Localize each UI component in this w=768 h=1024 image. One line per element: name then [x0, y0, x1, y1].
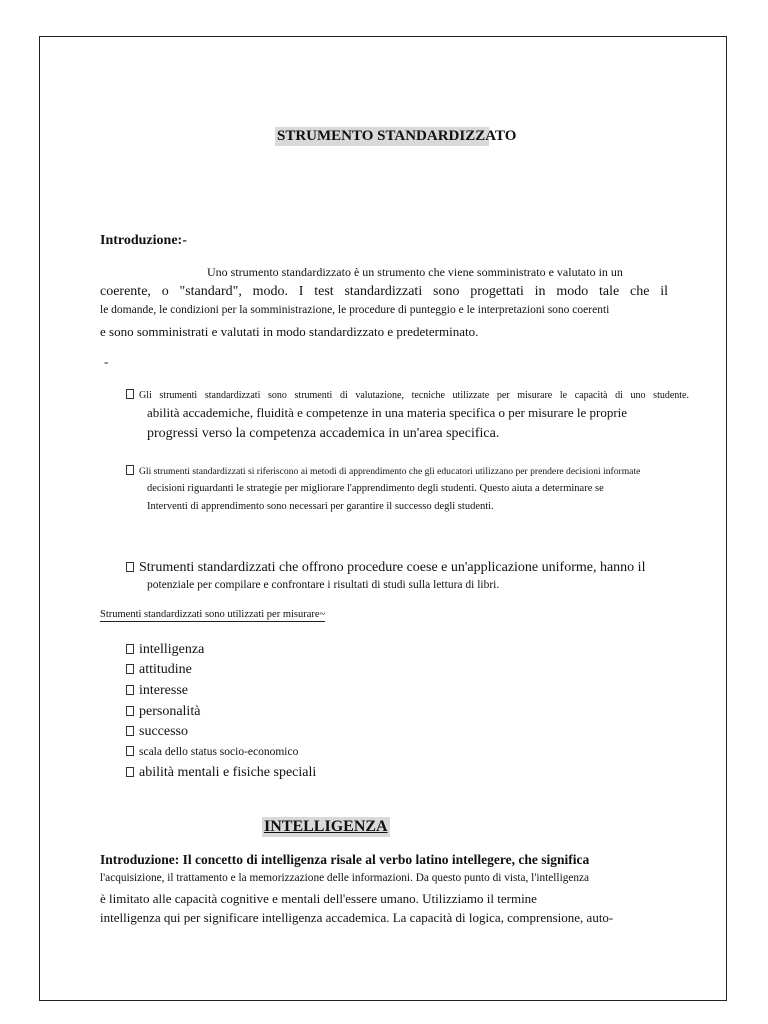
- intelligenza-line-2: l'acquisizione, il trattamento e la memorizzazione delle informazioni. Da questo punto di vista, l'intelligenza: [100, 872, 590, 884]
- bullet-2-line-1: Gli strumenti standardizzati si riferiscono ai metodi di apprendimento che gli educatori utilizzano per prendere decisioni informate: [126, 465, 640, 477]
- bullet-box-icon: [126, 746, 134, 756]
- intro-line-2: coerente, o "standard", modo. I test standardizzati sono progettati in modo tale che il: [100, 284, 668, 299]
- bullet-box-icon: [126, 389, 134, 399]
- measure-item: interesse: [126, 683, 188, 699]
- intelligenza-line-4: intelligenza qui per significare intelligenza accademica. La capacità di logica, comprensione, auto-: [100, 910, 614, 925]
- bullet-3-line-2: potenziale per compilare e confrontare i risultati di studi sulla lettura di libri.: [147, 579, 500, 591]
- bullet-2-line-2: decisioni riguardanti le strategie per migliorare l'apprendimento degli studenti. Questo aiuta a determinare se: [147, 483, 604, 494]
- dash: -: [104, 354, 109, 369]
- bullet-box-icon: [126, 726, 134, 736]
- intro-line-3: le domande, le condizioni per la somministrazione, le procedure di punteggio e le interpretazioni sono coerenti: [100, 304, 610, 316]
- measure-item: scala dello status socio-economico: [126, 746, 298, 758]
- measure-item: successo: [126, 724, 188, 740]
- measure-item: personalità: [126, 704, 200, 720]
- bullet-1-line-2: abilità accademiche, fluidità e competenze in una materia specifica o per misurare le proprie: [147, 405, 628, 420]
- bullet-box-icon: [126, 465, 134, 475]
- measure-item: intelligenza: [126, 642, 204, 658]
- measure-item: abilità mentali e fisiche speciali: [126, 765, 316, 781]
- bullet-box-icon: [126, 562, 134, 572]
- intro-heading: Introduzione:-: [100, 233, 187, 248]
- intro-line-4: e sono somministrati e valutati in modo standardizzato e predeterminato.: [100, 324, 479, 339]
- document-title: STRUMENTO STANDARDIZZATO: [277, 128, 517, 144]
- intro-line-1: Uno strumento standardizzato è un strumento che viene somministrato e valutato in un: [207, 265, 623, 279]
- bullet-3-line-1: Strumenti standardizzati che offrono procedure coese e un'applicazione uniforme, hanno il: [126, 560, 645, 576]
- section-title-intelligenza: INTELLIGENZA: [264, 818, 388, 835]
- bullet-box-icon: [126, 685, 134, 695]
- measure-heading: Strumenti standardizzati sono utilizzati per misurare~: [100, 609, 326, 620]
- bullet-box-icon: [126, 706, 134, 716]
- bullet-box-icon: [126, 767, 134, 777]
- bullet-2-line-3: Interventi di apprendimento sono necessari per garantire il successo degli studenti.: [147, 501, 494, 512]
- bullet-1-line-3: progressi verso la competenza accademica in un'area specifica.: [147, 426, 500, 441]
- bullet-box-icon: [126, 644, 134, 654]
- bullet-1-line-1: Gli strumenti standardizzati sono strumenti di valutazione, tecniche utilizzate per misurare le capacità di uno studente.: [126, 389, 689, 401]
- intelligenza-line-3: è limitato alle capacità cognitive e mentali dell'essere umano. Utilizziamo il termine: [100, 891, 537, 906]
- intelligenza-line-1: Introduzione: Il concetto di intelligenza risale al verbo latino intellegere, che significa: [100, 852, 590, 867]
- document-page: [39, 36, 727, 1001]
- bullet-box-icon: [126, 664, 134, 674]
- measure-item: attitudine: [126, 662, 192, 678]
